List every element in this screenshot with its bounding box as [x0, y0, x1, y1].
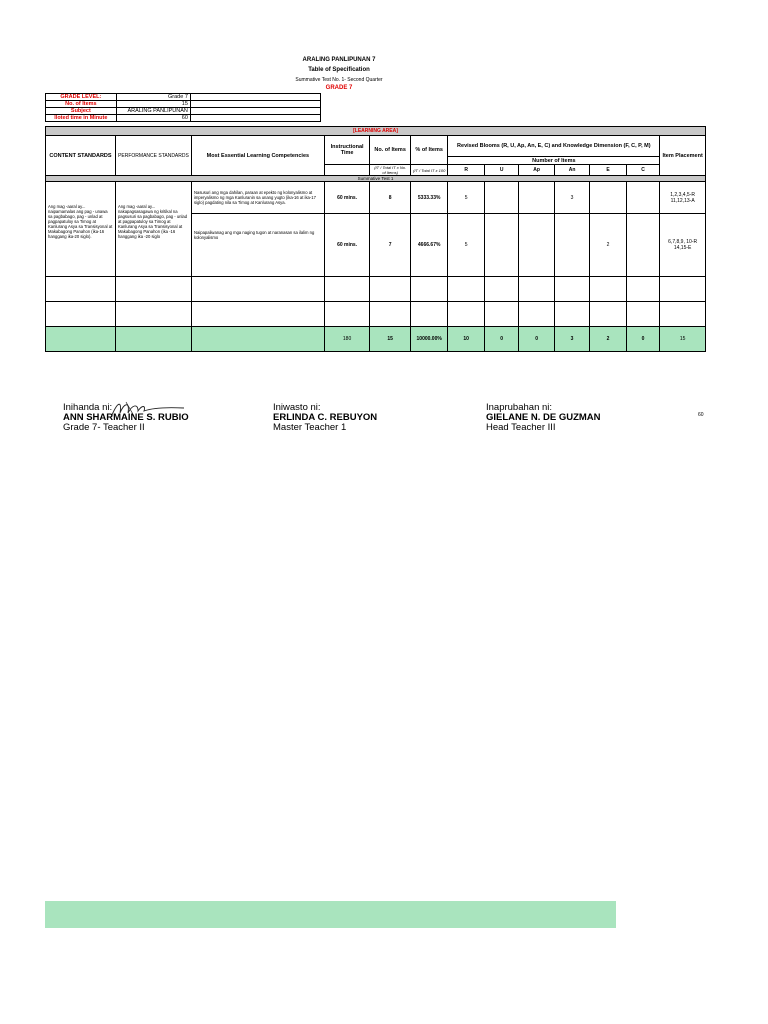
empty-cell	[191, 302, 324, 327]
empty-cell	[410, 302, 448, 327]
total-r: 10	[448, 327, 484, 352]
empty-cell	[448, 302, 484, 327]
info-value: 15	[116, 101, 190, 108]
items-cell: 7	[370, 214, 411, 277]
empty-cell	[370, 277, 411, 302]
percent-formula: (IT / Total IT x 100	[410, 165, 448, 176]
item-placement-header: Item Placement	[660, 136, 706, 176]
total-blank	[191, 327, 324, 352]
empty-cell	[519, 302, 554, 327]
placement-cell: 1,2,3,4,5-R 11,12,13-A	[660, 182, 706, 214]
header-row	[46, 136, 706, 157]
total-placement: 15	[660, 327, 706, 352]
checked-name: ERLINDA C. REBUYON	[273, 412, 378, 423]
info-row	[46, 94, 321, 101]
total-percent: 10000.00%	[410, 327, 448, 352]
document-subtitle: Table of Specification	[308, 67, 370, 73]
info-blank	[190, 94, 320, 101]
empty-cell	[324, 277, 370, 302]
empty-cell	[484, 277, 518, 302]
percent-items-header: % of Items	[410, 136, 448, 165]
level-c: C	[626, 165, 659, 176]
level-r: R	[448, 165, 484, 176]
empty-cell	[554, 277, 589, 302]
empty-cell	[554, 302, 589, 327]
learning-area-row	[46, 127, 706, 136]
empty-cell	[46, 277, 116, 302]
specification-table	[45, 126, 706, 352]
time-cell: 60 mins.	[324, 214, 370, 277]
c-cell	[626, 214, 659, 277]
total-an: 3	[554, 327, 589, 352]
approved-title: Head Teacher III	[486, 422, 556, 433]
grade-heading: GRADE 7	[325, 85, 353, 91]
prepared-name: ANN SHARMAINE S. RUBIO	[63, 412, 189, 423]
c-cell	[626, 182, 659, 214]
total-ap: 0	[519, 327, 554, 352]
total-blank	[46, 327, 116, 352]
percent-cell: 5333.33%	[410, 182, 448, 214]
empty-cell	[626, 277, 659, 302]
empty-row	[46, 302, 706, 327]
info-row	[46, 115, 321, 122]
empty-cell	[448, 277, 484, 302]
total-c: 0	[626, 327, 659, 352]
approved-name: GIELANE N. DE GUZMAN	[486, 412, 601, 423]
table-row	[46, 182, 706, 214]
empty-cell	[519, 277, 554, 302]
total-blank	[115, 327, 191, 352]
r-cell: 5	[448, 214, 484, 277]
time-cell: 60 mins.	[324, 182, 370, 214]
no-of-items-header: No. of Items	[370, 136, 411, 165]
number-of-items-header: Number of Items	[448, 157, 660, 165]
total-items: 15	[370, 327, 411, 352]
u-cell	[484, 214, 518, 277]
approved-role: Inaprubahan ni:	[486, 402, 553, 413]
an-cell: 3	[554, 182, 589, 214]
empty-cell	[191, 277, 324, 302]
empty-cell	[370, 302, 411, 327]
instructional-time-header: Instructional Time	[324, 136, 370, 165]
prepared-by-block	[63, 403, 189, 433]
info-blank	[190, 108, 320, 115]
empty-cell	[324, 302, 370, 327]
page-number: 60	[698, 412, 704, 418]
ap-cell	[519, 214, 554, 277]
placement-cell: 6,7,8,9, 10-R 14,15-E	[660, 214, 706, 277]
blooms-header: Revised Blooms (R, U, Ap, An, E, C) and Knowledge Dimension (F, C, P, M)	[448, 136, 660, 157]
info-value: Grade 7	[116, 94, 190, 101]
prepared-title: Grade 7- Teacher II	[63, 422, 145, 433]
level-e: E	[590, 165, 626, 176]
total-row	[46, 327, 706, 352]
empty-cell	[590, 302, 626, 327]
content-standard-text: Ang mag -aaral ay... naipamamalas ang pag - unawa sa pagbabago, pag - unlad at pagpapatuloy sa Timog at Kanlurang Asya sa Transisyonal at Makabagong Panahon (ika-16 hanggang ika-20 siglo).	[46, 182, 116, 277]
empty-cell	[46, 302, 116, 327]
info-value: 60	[116, 115, 190, 122]
info-label: No. of Items	[46, 101, 117, 108]
time-formula	[324, 165, 370, 176]
empty-cell	[660, 302, 706, 327]
section-label: Summative Test 1	[46, 176, 706, 182]
e-cell: 2	[590, 214, 626, 277]
level-u: U	[484, 165, 518, 176]
competency-text: Nasusuri ang mga dahilan, paraan at epekto ng kolonyalismo at imperyalismo ng mga Kanluranin sa unang yugto (ika-16 at ika-17 siglo) pagdating nila sa Timog at Kanlurang Asya.	[191, 182, 324, 214]
info-label: GRADE LEVEL:	[46, 94, 117, 101]
green-footer-bar	[45, 901, 616, 928]
total-e: 2	[590, 327, 626, 352]
test-name: Summative Test No. 1- Second Quarter	[295, 77, 383, 83]
empty-row	[46, 277, 706, 302]
content-standards-header: CONTENT STANDARDS	[46, 136, 116, 176]
items-formula: (IT / Total IT x No. of Items)	[370, 165, 411, 176]
level-ap: Ap	[519, 165, 554, 176]
empty-cell	[660, 277, 706, 302]
empty-cell	[484, 302, 518, 327]
performance-standards-header: PERFORMANCE STANDARDS	[115, 136, 191, 176]
prepared-role: Inihanda ni:	[63, 402, 113, 413]
level-an: An	[554, 165, 589, 176]
document-title: ARALING PANLIPUNAN 7	[302, 57, 376, 63]
total-u: 0	[484, 327, 518, 352]
empty-cell	[626, 302, 659, 327]
info-label: lloted time in Minute	[46, 115, 117, 122]
checked-role: Iniwasto ni:	[273, 402, 321, 413]
info-label: Subject	[46, 108, 117, 115]
info-blank	[190, 115, 320, 122]
competencies-header: Most Essential Learning Competencies	[191, 136, 324, 176]
info-blank	[190, 101, 320, 108]
checked-by-block	[273, 403, 377, 433]
info-row	[46, 108, 321, 115]
r-cell: 5	[448, 182, 484, 214]
percent-cell: 4666.67%	[410, 214, 448, 277]
items-cell: 8	[370, 182, 411, 214]
empty-cell	[410, 277, 448, 302]
total-time: 180	[324, 327, 370, 352]
empty-cell	[115, 277, 191, 302]
learning-area-label: [LEARNING AREA]	[46, 127, 706, 136]
ap-cell	[519, 182, 554, 214]
an-cell	[554, 214, 589, 277]
checked-title: Master Teacher 1	[273, 422, 347, 433]
empty-cell	[115, 302, 191, 327]
info-table	[45, 93, 321, 122]
info-value: ARALING PANLIPUNAN	[116, 108, 190, 115]
info-row	[46, 101, 321, 108]
approved-by-block	[486, 403, 601, 433]
e-cell	[590, 182, 626, 214]
empty-cell	[590, 277, 626, 302]
u-cell	[484, 182, 518, 214]
performance-standard-text: Ang mag -aaral ay... nakapagsasagawa ng kritikal na pagsusuri sa pagbabago, pag - unlad at pagpapatuloy sa Timog at Kanlurang Asya sa Transisyonal at Makabagong Panahon (ika -16 hanggang ika -20 siglo	[115, 182, 191, 277]
competency-text: Naipapaliwanag ang mga naging tugon at naranasan sa ilalim ng kolonyalismo	[191, 214, 324, 277]
